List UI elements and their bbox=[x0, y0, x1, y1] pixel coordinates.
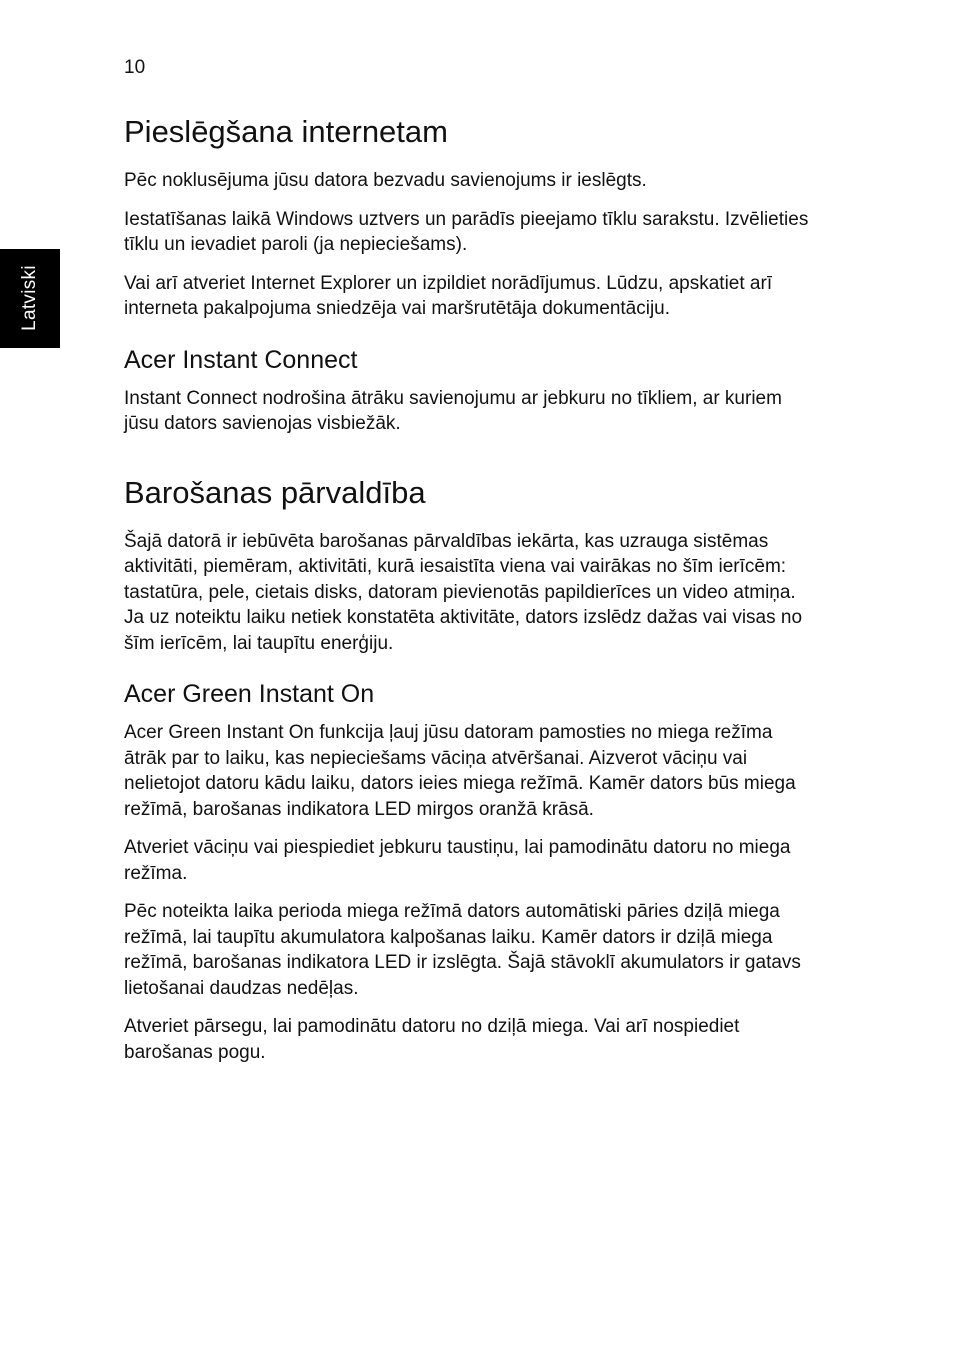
paragraph: Atveriet pārsegu, lai pamodinātu datoru no dziļā miega. Vai arī nospiediet barošanas pogu. bbox=[124, 1016, 740, 1063]
paragraph: Iestatīšanas laikā Windows uztvers un parādīs pieejamo tīklu sarakstu. Izvēlieties tīklu un ievadiet paroli (ja nepieciešams). bbox=[124, 208, 809, 255]
language-side-tab bbox=[0, 249, 60, 348]
document-content bbox=[124, 112, 814, 1078]
paragraph: Vai arī atveriet Internet Explorer un izpildiet norādījumus. Lūdzu, apskatiet arī interneta pakalpojuma sniedzēja vai maršrutētāja dokumentāciju. bbox=[124, 272, 773, 319]
heading-instant-connect: Acer Instant Connect bbox=[124, 345, 358, 374]
paragraph: Pēc noklusējuma jūsu datora bezvadu savienojums ir ieslēgts. bbox=[124, 170, 647, 191]
heading-green-instant-on: Acer Green Instant On bbox=[124, 680, 375, 708]
section-power bbox=[124, 473, 814, 657]
heading-internet: Pieslēgšana internetam bbox=[124, 114, 448, 149]
paragraph: Šajā datorā ir iebūvēta barošanas pārvaldības iekārta, kas uzrauga sistēmas aktivitāti, piemēram, aktivitāti, kurā iesaistīta viena vai vairākas no šīm ierīcēm: tastatūra, pele, cietais disks, datoram pievienotās papildierīces un video atmiņa. Ja uz noteiktu laiku netiek konstatēta aktivitāte, dators izslēdz dažas vai visas no šīm ierīcēm, lai taupītu enerģiju. bbox=[124, 530, 803, 654]
paragraph: Acer Green Instant On funkcija ļauj jūsu datoram pamosties no miega režīma ātrāk par to laiku, kas nepieciešams vāciņa atvēršanai. Aizverot vāciņu vai nelietojot datoru kādu laiku, dators ieies miega režīmā. Kamēr dators būs miega režīmā, barošanas indikatora LED mirgos oranžā krāsā. bbox=[124, 722, 796, 820]
paragraph: Pēc noteikta laika perioda miega režīmā dators automātiski pāries dziļā miega režīmā, lai taupītu akumulatora kalpošanas laiku. Kamēr dators ir dziļā miega režīmā, barošanas indikatora LED ir izslēgta. Šajā stāvoklī akumulators ir gatavs lietošanai daudzas nedēļas. bbox=[124, 901, 801, 999]
page-number: 10 bbox=[124, 57, 146, 78]
heading-power: Barošanas pārvaldība bbox=[124, 474, 426, 510]
section-internet bbox=[124, 112, 814, 322]
paragraph: Instant Connect nodrošina ātrāku savienojumu ar jebkuru no tīkliem, ar kuriem jūsu dators savienojas visbiežāk. bbox=[124, 387, 782, 434]
section-green-instant-on bbox=[124, 678, 814, 1065]
paragraph: Atveriet vāciņu vai piespiediet jebkuru taustiņu, lai pamodinātu datoru no miega režīma. bbox=[124, 837, 791, 884]
section-instant-connect bbox=[124, 344, 814, 437]
language-side-tab-label: Latviski bbox=[19, 265, 40, 331]
